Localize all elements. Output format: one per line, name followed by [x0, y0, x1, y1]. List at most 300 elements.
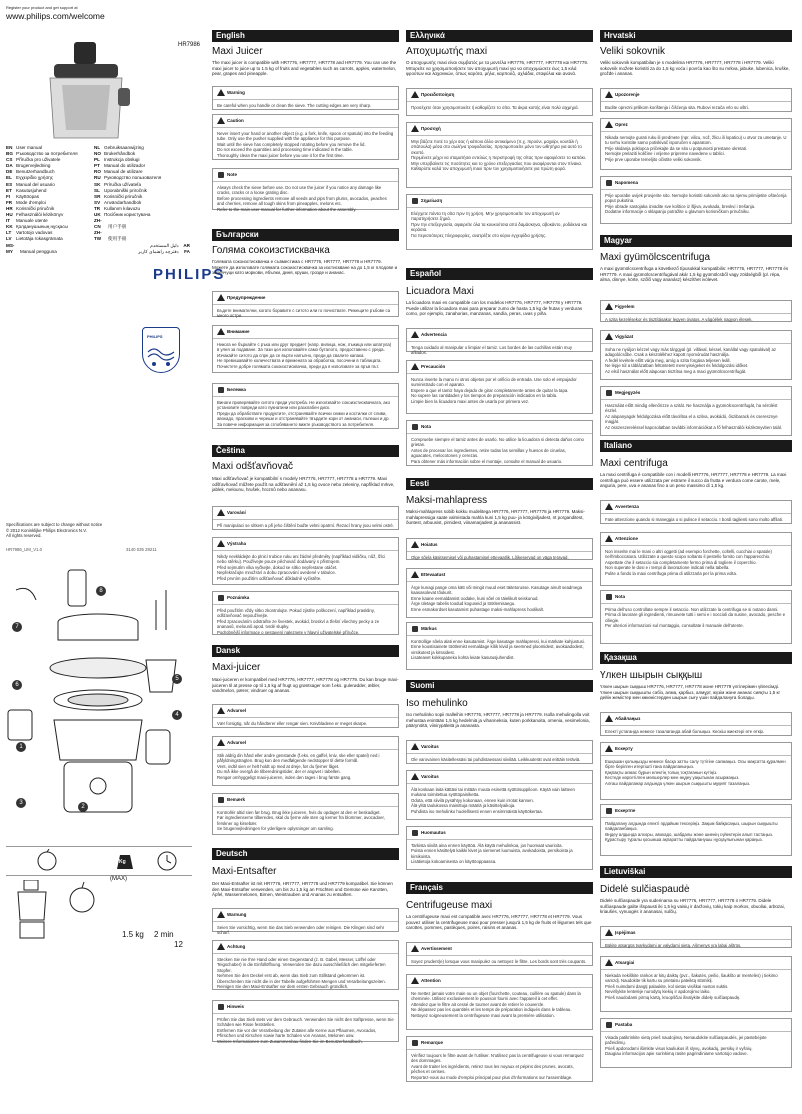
section-title: Maksi-mahlapress: [406, 495, 488, 506]
note-line: Lisätietoja kokoamisesta on käyttöoppaassa.: [411, 859, 497, 865]
note-line: Prima di lavorare gli ingredienti, rimuovete tutti i semi e i noccioli da susine, avocado, pesche e ciliegie.: [605, 612, 786, 623]
warning-icon: [411, 743, 419, 750]
note-line: Enne koostisainete töötlemist eemaldage kõik kivid ja seemned ploomidest, avokaadodest, virsikutest ja kirssidest.: [411, 644, 584, 655]
note-icon: [412, 198, 418, 204]
language-item: RO Manual de utilizare: [94, 169, 143, 175]
section-title: Maxi-juicer: [212, 662, 261, 673]
caution-icon: [411, 571, 419, 578]
note-label: Napomena: [615, 180, 639, 185]
caution-line: Prieš naudodami pirmą kartą, kruopščiai išvalykite didelę sulčiaspaudę.: [605, 994, 741, 1000]
warning-label: Įspėjimas: [615, 930, 636, 935]
note-label: Märkus: [421, 626, 437, 631]
caution-line: Кестеде көрсетілген мөлшерлер мен өңдеу уақытынан асырмаңыз.: [605, 775, 740, 781]
caution-box: [212, 940, 399, 990]
language-item: DE Benutzerhandbuch: [6, 169, 55, 175]
note-box: [212, 168, 399, 210]
quantity-table-header: [6, 846, 192, 876]
language-item: دفترچه راهنمای کاربر FA: [138, 248, 190, 254]
note-line: Per ulteriori informazioni sul montaggio, consultate il manuale dell'utente.: [605, 623, 744, 629]
warning-icon: [605, 91, 613, 98]
note-label: Remarque: [421, 1040, 444, 1045]
language-item: SV Användarhandbok: [94, 199, 142, 205]
note-label: Poznámka: [227, 595, 250, 600]
warning-box: [406, 88, 593, 116]
note-line: Prüfen Sie das Sieb stets vor dem Gebrauch. Verwenden Sie nicht den Saftpresse, wenn Sie Schäden wie Risse feststellen.: [217, 1017, 394, 1028]
quantity-count: 12: [174, 940, 183, 949]
caution-box: [600, 532, 792, 586]
note-icon: [218, 172, 224, 178]
languages-list-left: [6, 145, 96, 255]
note-line: Před použitím vždy sítko zkontrolujte. Pokud zjistíte poškození, například praskliny, odšťavňovač nepoužívejte.: [217, 608, 375, 619]
caution-label: Varoitus: [421, 774, 439, 779]
warning-box: [406, 538, 593, 560]
section-title: Үлкен шырын сыққыш: [600, 670, 703, 681]
section-intro: A maxi gyümölcscentrifuga a következő típusokkal kompatibilis: HR7776, HR7777, HR7778 és HR7779. A maxi gyümölcscentrifugával akár 1,5 kg gyümölcsből vagy zöldségből (pl. répa, alma, dinnye, körte, szőlő vagy ananász) készíthet ivólevet.: [600, 266, 789, 283]
caution-line: Καθαρίστε καλά τον αποχυμωτή maxi πριν τον χρησιμοποιήσετε για πρώτη φορά.: [411, 166, 566, 172]
note-line: Преди да обработвате продуктите, отстранявайте всички семки и костилки от сливи, авокадо, праскови и череши и отстранявайте твърдите кори от ананаси, пъпеши и др.: [217, 410, 390, 422]
language-item: IT Manuale utente: [6, 218, 48, 224]
juicer-product-image: [34, 40, 144, 145]
caution-label: Achtung: [227, 944, 246, 949]
caution-line: Nehmen Sie den Deckel erst ab, wenn das Sieb zum Stillstand gekommen ist.: [217, 973, 366, 979]
note-label: Note: [227, 172, 237, 177]
caution-line: Почистете добре голямата сокоизстисквачка, преди да я използвате за пръв път.: [217, 363, 380, 369]
caution-line: Изчакайте ситото да спре да се върти напълно, преди да свалите капака.: [217, 352, 365, 358]
warning-line: Електі ұстағанда немесе тазалағанда абай болыңыз. Кескіш жиектері өте өткір.: [605, 729, 765, 734]
note-icon: [412, 626, 418, 632]
caution-icon: [411, 977, 419, 984]
caution-line: Περιμένετε μέχρι να σταματήσει εντελώς η περιστροφή της σίτας πριν αφαιρέσετε το καπάκι.: [411, 155, 587, 161]
doc-number: 3140 035 29211: [126, 547, 157, 552]
warning-box: [600, 500, 792, 524]
legal-block: [6, 522, 102, 539]
section-bar-danish: Dansk: [212, 645, 399, 657]
warning-icon: [605, 929, 613, 936]
caution-box: [600, 118, 792, 170]
note-label: Bemærk: [227, 797, 246, 802]
section-title: Veliki sokovnik: [600, 46, 666, 57]
caution-line: Қақпақты алмас бұрын електің толық тоқтағанын күтіңіз.: [605, 769, 718, 775]
language-item: ES Manual del usuario: [6, 181, 55, 187]
caution-line: Enne kaane eemaldamist oodake, kuni sõel on täielikult seiskunud.: [411, 595, 539, 601]
warning-icon: [217, 89, 225, 96]
caution-line: Ärge ületage tabelis toodud koguseid ja töötlemisaegu.: [411, 601, 516, 607]
language-item: SK Príručka užívateľa: [94, 181, 142, 187]
section-title: Maxi Juicer: [212, 46, 263, 57]
section-intro: Der Maxi-Entsafter ist mit HR7776, HR7777, HR7778 und HR7779 kompatibel. Sie können den Maxi-Entsafter verwenden, um bis zu 1,5 kg an Früchten und Gemüse wie Karotten, Äpfel, Wassermelonen, Birnen, Weintrauben und Ananas zu entsaften.: [212, 881, 393, 898]
caution-icon: [411, 773, 419, 780]
section-title: Iso mehulinko: [406, 698, 468, 709]
caution-box: [212, 325, 399, 373]
warning-icon: [217, 707, 225, 714]
section-bar-estonian: Eesti: [406, 478, 593, 490]
section-title: Didelė sulčiaspaudė: [600, 884, 690, 895]
caution-line: No supere las cantidades y los tiempos de preparación indicados en la tabla.: [411, 393, 558, 399]
note-icon: [606, 1022, 612, 1028]
note-label: Ескертпе: [615, 808, 636, 813]
language-item: ZH-CN 用户手册: [94, 218, 127, 230]
caution-line: Pulite a fondo la maxi centrifuga prima di utilizzarla per la prima volta.: [605, 570, 738, 576]
note-line: Før ingredienserne tilberedes, skal du fjerne alle sten og kerner fra blommer, avocadoer, ferskner og kirsebær.: [217, 815, 385, 826]
note-line: Podrobnější informace o sestavení naleznete v hlavní uživatelské příručce.: [217, 629, 360, 635]
note-box: [600, 590, 792, 644]
note-line: За повече информация за сглобяването вижте ръководството за потребителя.: [217, 421, 375, 427]
warning-label: Абайлаңыз: [615, 716, 641, 721]
caution-line: Před sejmutím víka vyčkejte, dokud se sítko nepřestane otáčet.: [217, 564, 338, 570]
caution-line: Μην υπερβαίνετε τις ποσότητες και το χρόνο επεξεργασίας που αναφέρονται στον πίνακα.: [411, 160, 583, 166]
warning-line: A szita kezelésekor és tisztításakor legyen óvatos. A vágóélek nagyon élesek.: [605, 317, 753, 322]
note-box: [406, 194, 593, 250]
warning-line: Προσέχετε όταν χρησιμοποιείτε ή καθαρίζετε το σίτα. Τα άκρα κοπής είναι πολύ αιχμηρά.: [411, 105, 579, 110]
warning-box: [212, 704, 399, 728]
caution-box: [212, 537, 399, 585]
warning-icon: [411, 331, 419, 338]
philips-shield-icon: PHILIPS: [142, 327, 180, 373]
caution-line: Du må ikke overgå de tilberedningstider, der er angivet i tabellen.: [217, 769, 341, 775]
caution-line: Vent, indtil sien er helt holdt op med at dreje, før du fjerner låget.: [217, 763, 340, 769]
note-line: Az összeszereléssel kapcsolatban további információkat a fő felhasználói kézikönyvben talál.: [605, 424, 782, 430]
caution-line: Nunca inserte la mano ni otros objetos por el orificio de entrada. Use solo el empujador suministrado con el aparato.: [411, 377, 577, 388]
language-item: ZH-TW 使用手冊: [94, 230, 127, 242]
section-title: Maxi centrifuga: [600, 458, 668, 469]
note-label: Megjegyzés: [615, 390, 641, 395]
support-url[interactable]: www.philips.com/welcome: [6, 11, 105, 21]
assembly-diagram: [6, 560, 192, 830]
caution-icon: [217, 117, 225, 124]
section-intro: Iso mehulinko sopii malleihin HR7776, HR7777, HR7778 ja HR7779. Isolla mehulingolla voit mehustaa enintään 1,5 kg hedelmiä ja vihanneksia, kuten porkkanoita, omenia, vesimelonia, päärynöitä, viinirypäleitä ja ananasta.: [406, 712, 590, 729]
caution-line: Thoroughly clean the maxi juicer before you use it for the first time.: [217, 152, 344, 158]
step-badge: 5: [172, 674, 182, 684]
caution-line: Puhdista iso mehulinko huolellisesti ennen ensimmäistä käyttökertaa.: [411, 808, 543, 814]
warning-line: Při manipulaci se sítkem a při jeho čištění buďte velmi opatrní. Řezací hrany jsou velmi ostré.: [217, 523, 394, 528]
section-bar-spanish: Español: [406, 268, 593, 280]
note-line: Vérifiez toujours le filtre avant de l'utiliser. N'utilisez pas la centrifugeuse si vous remarquez des dommages.: [411, 1053, 584, 1064]
note-icon: [412, 1040, 418, 1046]
language-item: TR Kullanım kılavuzu: [94, 205, 141, 211]
caution-line: Ne lépje túl a táblázatban feltüntetett mennyiségeket és feldolgozási időket.: [605, 363, 749, 369]
warning-label: Предупреждение: [227, 295, 266, 300]
section-title: Maxi-Entsafter: [212, 866, 277, 877]
language-item: EN User manual: [6, 145, 43, 150]
note-line: Az alapanyagok feldolgozása előtt távolítsa el a szilva, avokádó, őszibarack és cseresznye magját.: [605, 413, 778, 425]
section-intro: La licuadora maxi es compatible con los modelos HR7776, HR7777, HR7778 y HR7779. Puede utilizar la licuadora maxi para preparar zumo de hasta 1,5 kg de frutas y verduras como, por ejemplo, zanahorias, manzanas, sandía, peras, uvas y piña.: [406, 300, 583, 317]
section-intro: La maxi centrifuga è compatibile con i modelli HR7776, HR7777, HR7778 e HR7779. La maxi centrifuga può essere utilizzata per estrarre il succo da frutta e verdura come carote, mele, anguria, pere, uva e ananas fino a un peso massimo di 1,5 kg.: [600, 472, 787, 489]
time-value: 2 min: [154, 930, 174, 939]
note-line: Prima dell'uso controllate sempre il setaccio. Non utilizzate la centrifuga se si notano danni.: [605, 607, 779, 612]
caution-line: Espere a que el tamiz haya dejado de girar completamente antes de quitar la tapa.: [411, 387, 569, 393]
note-line: Refer to the main user manual for further information about the assembly.: [217, 206, 357, 212]
note-line: Kontrollige sõela alati enne kasutamist. Ärge kasutage mahlapressi, kui märkate kahjustusi.: [411, 639, 585, 644]
max-label: (MAX): [110, 876, 127, 882]
note-line: Винаги проверявайте ситото преди употреба. Не използвайте сокоизстисквачката, ако установите повреди като пукнатини или разхлабен диск.: [217, 400, 391, 411]
section-intro: Maxi odšťavňovač je kompatibilní s modely HR7776, HR7777, HR7778 a HR7779. Maxi odšťavňovač můžete použít na odšťavnění až 1,5 kg ovoce nebo zeleniny, například mrkve, jablek, melounu, hrušek, hroznů nebo ananasu.: [212, 476, 395, 493]
warning-label: Προειδοποίηση: [421, 92, 455, 97]
warning-box: [600, 300, 792, 322]
warning-box: [600, 88, 792, 112]
warning-box: [212, 291, 399, 317]
step-badge: 2: [78, 802, 88, 812]
warning-label: Hoiatus: [421, 542, 438, 547]
note-label: Pastaba: [615, 1022, 633, 1027]
caution-line: Ne mettez jamais votre main ou un objet (fourchette, couteau, cuillère ou spatule) dans la cheminée. Utilisez exclusivement le poussoir fourni avec l'appareil à cet effet.: [411, 991, 581, 1002]
caution-label: Ettevaatust: [421, 572, 446, 577]
warning-line: Seien Sie vorsichtig, wenn Sie das Sieb verwenden oder reinigen. Die Klingen sind sehr scharf.: [217, 925, 385, 936]
section-intro: Үлкен шырын сыққыш HR7776, HR7777, HR7778 және HR7779 үлгілерімен үйлесімді. Үлкен шырын сыққышты сәбіз, алма, қарбыз, алмұрт, жүзім және ананас сияқты 1,5 кг дейін жемістер мен көкөністерден шырын сығу үшін пайдалануға болады.: [600, 684, 781, 701]
note-line: Пайдалану алдында електі әрдайым тексеріңіз. Зақым байқасаңыз, шырын сыққышты пайдаланбаңыз.: [605, 821, 778, 832]
language-item: FI Käyttöopas: [6, 193, 39, 199]
note-line: Avant de traiter les ingrédients, retirez tous les noyaux et pépins des prunes, avocats, pêches et cerises.: [411, 1063, 574, 1075]
doc-code: HR7986_UM_V1.0: [6, 547, 43, 552]
warning-box: [600, 712, 792, 736]
language-item: MS-MY Manual pengguna: [6, 242, 57, 254]
caution-line: Enne esmakordset kasutamist puhastage maksi-mahlapress hoolikalt.: [411, 606, 545, 612]
note-line: Before processing ingredients remove all seeds and pips from plums, avocados, peaches and cherries, remove all tough skins from pineapples, melons etc.: [217, 195, 387, 207]
caution-line: Nemojte prelaziti količine i vrijeme pripreme navedene u tablici.: [605, 151, 725, 157]
warning-icon: [217, 911, 225, 918]
note-line: Lisateavet kokkupaneku kohta leiate kasutusjuhendist.: [411, 655, 515, 661]
language-item: LV Lietotāja rokasgrāmata: [6, 236, 63, 242]
all-rights: All rights reserved.: [6, 533, 42, 538]
warning-label: Varování: [227, 510, 246, 515]
note-icon: [606, 594, 612, 600]
specs-notice: Specifications are subject to change without notice: [6, 522, 103, 527]
caution-label: Προσοχή: [421, 126, 441, 131]
section-bar-greek: Ελληνικά: [406, 30, 593, 42]
warning-icon: [605, 715, 613, 722]
caution-line: Non inserite mai le mani o altri oggetti (ad esempio forchette, coltelli, cucchiai o spatole) nell'imboccatura. Utilizzate a questo scopo soltanto il pestello fornito con l'apparecchio.: [605, 549, 772, 560]
caution-icon: [605, 535, 613, 542]
caution-label: Vigyázat: [615, 334, 634, 339]
caution-label: Внимание: [227, 329, 250, 334]
note-line: Para obtener más información sobre el montaje, consulte el manual de usuario.: [411, 458, 563, 464]
warning-box: [406, 942, 593, 966]
note-icon: [412, 424, 418, 430]
language-item: EL Εγχειρίδιο χρήσης: [6, 175, 54, 181]
caution-icon: [605, 333, 613, 340]
caution-box: [600, 742, 792, 800]
philips-logo: PHILIPS: [153, 266, 226, 283]
copyright: © 2012 Koninklijke Philips Electronics N.V.: [6, 527, 87, 533]
warning-icon: [411, 91, 419, 98]
note-label: Hinweis: [227, 1004, 245, 1009]
warning-icon: [605, 303, 613, 310]
caution-icon: [411, 363, 419, 370]
warning-line: Ole varovainen käsitellessäsi tai puhdistaessasi siivilää. Leikkuuterät ovat erittäin teräviä.: [411, 757, 581, 762]
language-item: SL Uporabniški priročnik: [94, 187, 147, 193]
section-bar-english: English: [212, 30, 399, 42]
warning-line: Fate attenzione quando si maneggia o si pulisce il setaccio. I bordi taglienti sono molto affilati.: [605, 517, 784, 522]
caution-label: Precaución: [421, 364, 446, 369]
note-icon: [606, 180, 612, 186]
note-label: Huomautus: [421, 830, 446, 835]
cover-column: [6, 0, 226, 1114]
step-badge: 7: [12, 622, 22, 632]
caution-line: Prije skidanja poklopca pričekajte da se sito u potpunosti prestane okretati.: [605, 145, 748, 151]
caution-line: Stik aldrig din hånd eller andre genstande (f.eks. en gaffel, kniv, ske eller spatel) ned i påfyldningstragten. Brug kun den medfølgende nedstopper til dette formål.: [217, 753, 380, 764]
section-title: Maxi gyümölcscentrifuga: [600, 252, 711, 263]
section-bar-hungarian: Magyar: [600, 235, 792, 247]
quantity-value: 1.5 kg: [122, 930, 144, 939]
caution-label: Advarsel: [227, 740, 247, 745]
caution-label: Výstraha: [227, 541, 247, 546]
note-line: Daugiau informacijos apie surinkimą rasite pagrindiniame vartotojo vadove.: [605, 1051, 748, 1057]
caution-line: Prieš nuimdami dangtį palaukite, kol sietas visiškai nustos suktis.: [605, 983, 729, 989]
warning-line: Tenga cuidado al manipular o limpiar el tamiz. Los bordes de las cuchillas están muy afilados.: [411, 345, 572, 356]
language-item: ET Kasutusjuhend: [6, 187, 47, 193]
section-intro: Maxi-juiceren er kompatibel med HR7776, HR7777, HR7778 og HR7779. Du kan bruge maxi-juiceren til at presse op til 1,5 kg af frugt og grøntsager som f.eks. gulerødder, æbler, vandmelon, pærer, vindruer og ananas.: [212, 677, 399, 694]
warning-label: Figyelem: [615, 304, 635, 309]
note-icon: [606, 390, 612, 396]
language-item: SR Korisnički priručnik: [94, 193, 143, 199]
note-label: Nota: [615, 594, 625, 599]
language-item: RU Руководство пользователя: [94, 175, 162, 181]
note-line: Prije uporabe uvijek provjerite sito. Nemojte koristiti sokovnik ako na njemu primijetite oštećenja poput pukotina.: [605, 193, 787, 204]
caution-line: Prije prve uporabe temeljito očistite veliki sokovnik.: [605, 156, 702, 162]
fruit-illustration: [66, 880, 98, 920]
caution-line: Älä ylitä taulukossa mainittuja määriä ja käsittelyaikoja.: [411, 803, 516, 809]
section-title: Αποχυμωτής maxi: [406, 46, 488, 57]
caution-line: Nepřekračujte množství a dobu zpracování uvedené v tabulce.: [217, 570, 336, 576]
section-intro: Голямата сокоизстисквачка е съвместима с HR7776, HR7777, HR7778 и HR7779. Можете да използвате голямата сокоизстисквачка за изстискване на до 1,5 кг плодове и зеленчуци като моркови, ябълки, диня, круши, грозде и ананас.: [212, 259, 398, 276]
caution-line: Limpie bien la licuadora maxi antes de usarla por primera vez.: [411, 398, 530, 404]
caution-label: Attention: [421, 978, 441, 983]
model-number: HR7986: [178, 42, 201, 48]
caution-label: Oprez: [615, 122, 628, 127]
warning-label: Warning: [227, 90, 245, 95]
caution-line: Reinigen Sie den Maxi-Entsafter vor dem ersten Gebrauch gründlich.: [217, 984, 349, 990]
note-label: Σημείωση: [421, 198, 443, 203]
section-bar-finnish: Suomi: [406, 680, 593, 692]
kg-label: Kg: [119, 859, 126, 865]
caution-line: Do not exceed the quantities and processing time indicated in the table.: [217, 147, 353, 153]
note-label: Бележка: [227, 387, 246, 392]
language-item: UK Посібник користувача: [94, 212, 151, 218]
warning-label: Advarsel: [227, 708, 247, 713]
note-line: Өңдеу алдында алхоры, авокадо, шабдалы және шиенің сүйектерін алып тастаңыз.: [605, 831, 774, 837]
caution-box: [406, 122, 593, 188]
warning-box: [600, 926, 792, 948]
language-item: KK Қолданушының нұсқасы: [6, 224, 68, 230]
note-line: Prieš apdorodami išimkite visus kauliukus iš slyvų, avokadų, persikų ir vyšnių.: [605, 1045, 753, 1051]
note-icon: [218, 1004, 224, 1010]
caution-label: Ескерту: [615, 746, 633, 751]
warning-icon: [217, 294, 225, 301]
note-box: [600, 386, 792, 436]
language-item: NO Brukerhåndbok: [94, 151, 136, 157]
section-intro: The maxi juicer is compatible with HR7776, HR7777, HR7778 and HR7779. You can use the maxi juicer to juice up to 1.5 kg of fruits and vegetables such as carrots, apples, watermelon, pear, grapes and pineapple.: [212, 60, 397, 77]
section-bar-bulgarian: Български: [212, 229, 399, 241]
language-item: NL Gebruiksaanwijzing: [94, 145, 144, 150]
section-bar-lithuanian: Lietuviškai: [600, 866, 792, 878]
note-line: Reportez-vous au mode d'emploi principal pour plus d'informations sur l'assemblage.: [411, 1074, 573, 1080]
caution-line: Алғаш пайдаланар алдында үлкен шырын сыққышты мұқият тазалаңыз.: [605, 780, 751, 786]
caution-line: Aspettate che il setaccio sia completamente fermo prima di togliere il coperchio.: [605, 559, 757, 565]
note-line: Kontrollér altid sien før brug. Brug ikke juiceren, hvis du opdager at den er beskadiget.: [217, 810, 381, 815]
caution-icon: [217, 943, 225, 950]
caution-label: Attenzione: [615, 536, 638, 541]
section-bar-german: Deutsch: [212, 848, 399, 860]
caution-icon: [411, 125, 419, 132]
note-box: [212, 1000, 399, 1042]
section-intro: Didelė sulčiaspaudė yra suderinama su HR7776, HR7777, HR7778 ir HR7779. Didele sulčiaspaude galite išspausti iki 1,5 kg vaisių ir daržovių, tokių kaip morkos, obuoliai, arbūzai, kriaušės, vynuogės ir ananasai, sulčių.: [600, 898, 785, 915]
caution-line: Ешқашан қолыңызды немесе басқа затты салу түтігіне салмаңыз. Осы мақсатта құралмен бірге берілген итергішті ғана пайдаланыңыз.: [605, 759, 786, 770]
warning-label: Avertissement: [421, 946, 452, 951]
note-label: Nota: [421, 424, 431, 429]
caution-box: [212, 114, 399, 160]
note-box: [406, 826, 593, 870]
caution-line: Stecken Sie nie Ihre Hand oder einen Gegenstand (z. B. Gabel, Messer, Löffel oder Teigschaber) in die Einfüllöffnung. Verwenden Sie dazu ausschließlich den mitgelieferten Stopfer.: [217, 957, 386, 973]
caution-label: Caution: [227, 118, 244, 123]
section-intro: La centrifugeuse maxi est compatible avec HR7776, HR7777, HR7778 et HR7779. Vous pouvez utiliser la centrifugeuse maxi pour presser jusqu'à 1,5 kg de fruits et légumes tels que carottes, pommes, pastèques, poires, raisins et ananas.: [406, 914, 592, 931]
note-icon: [218, 387, 224, 393]
note-line: Weitere Informationen zum Zusammenbau finden Sie im Benutzerhandbuch.: [217, 1038, 363, 1044]
language-item: PT Manual do utilizador: [94, 163, 146, 169]
caution-line: Never insert your hand or another object (e.g. a fork, knife, spoon or spatula) into the feeding tube. Only use the pusher supplied with the appliance for this purpose.: [217, 131, 394, 142]
caution-line: Odota, että siivilä pysähtyy kokonaan, ennen kuin irrotat kannen.: [411, 797, 535, 803]
column-2: [212, 0, 399, 1114]
warning-line: Budite oprezni prilikom korištenja i čišćenja sita. Rubovi rezača vrlo su oštri.: [605, 105, 750, 110]
caution-line: Не превишавайте количествата и времената за обработка, посочени в таблицата.: [217, 358, 382, 364]
note-icon: [412, 830, 418, 836]
caution-line: Soha ne nyúljon kézzel vagy más tárggyal (pl. villával, késsel, kanállal vagy spatulával) az adagolócsőbe. Csak a készülékhez kapott nyomórudat használja.: [605, 347, 777, 358]
caution-line: Wait until the sieve has completely stopped rotating before you remove the lid.: [217, 141, 366, 147]
caution-icon: [605, 745, 613, 752]
warning-box: [406, 328, 593, 356]
caution-line: Nikdy nevkládejte do plnicí trubice ruku ani žádné předměty (například vidličku, nůž, lžíci nebo stěrku). Používejte pouze pěchovač dodávaný s přístrojem.: [217, 554, 386, 565]
caution-line: Überschreiten Sie nicht die in der Tabelle aufgeführten Mengen und Verarbeitungszeiten.: [217, 978, 386, 984]
language-item: FR Mode d'emploi: [6, 199, 46, 205]
caution-line: Nikada nemojte gurati ruku ili predmete (npr. vilicu, nož, žlicu ili lopaticu) u otvor za umetanje. U tu svrhu koristite samo potiskivač isporučen s aparatom.: [605, 135, 787, 146]
note-line: Ελέγχετε πάντα τη σίτα πριν τη χρήση. Μην χρησιμοποιείτε τον αποχυμωτή αν παρατηρήσετε ζημιά.: [411, 211, 560, 222]
column-4: [600, 0, 792, 1114]
section-title: Maxi odšťavňovač: [212, 461, 294, 472]
warning-label: Avvertenza: [615, 504, 639, 509]
language-item: HU Felhasználói kézikönyv: [6, 212, 64, 218]
warning-label: Advertencia: [421, 332, 447, 337]
note-box: [212, 591, 399, 635]
caution-line: Neviršykite lentelėje nurodytų kiekių ir apdorojimo laiko.: [605, 989, 711, 995]
warning-box: [212, 86, 399, 110]
caution-line: Μην βάζετε ποτέ το χέρι σας ή κάποιο άλλο αντικείμενο (π.χ. πιρούνι, μαχαίρι, κουτάλι ή σπάτουλα) μέσα στο σωλήνα τροφοδοσίας. Χρησιμοποιείτε μόνο τον ωθητήρα για αυτό το σκοπό.: [411, 139, 582, 155]
note-line: Poista ennen käsittelyä kaikki kivet ja siemenet luumuista, avokadoista, persikoista ja kirsikoista.: [411, 848, 573, 859]
language-item: PL Instrukcja obsługi: [94, 157, 140, 163]
note-icon: [218, 797, 224, 803]
language-item: دليل المستخدم AR: [150, 242, 190, 248]
language-item: HR Korisnički priručnik: [6, 205, 55, 211]
caution-icon: [217, 540, 225, 547]
note-line: Visada patikrinkite sietą prieš naudojimą. Nenaudokite sulčiaspaudės, jei pastebėjote pažeidimų.: [605, 1035, 767, 1046]
warning-label: Upozorenje: [615, 92, 640, 97]
caution-line: Niekada nekiškite rankos ar kitų daiktų (pvz., šakutės, peilio, šaukšto ar mentelės) į tiekimo vamzdį. Naudokite tik kartu su prietaisu pateiktą stūmiklį.: [605, 973, 778, 984]
note-box: [406, 420, 593, 466]
caution-icon: [217, 328, 225, 335]
section-intro: Maksi-mahlapress sobib kokku mudelitega HR7776, HR7777, HR7778 ja HR7779. Maksi-mahlapressiga saate valmistada mahla kuni 1,5 kg puu- ja köögiviljadest, nt porganditest, õuntest, arbuusist, pirnidest, viinamarjadest ja ananassist.: [406, 509, 585, 526]
section-bar-french: Français: [406, 882, 593, 894]
caution-box: [406, 974, 593, 1030]
warning-label: Varoitus: [421, 744, 439, 749]
caution-icon: [605, 959, 613, 966]
warning-line: Soyez prudent(e) lorsque vous manipulez ou nettoyez le filtre. Les bords sont très coupants.: [411, 959, 587, 964]
section-bar-italian: Italiano: [600, 440, 792, 452]
juicer-small-icon: [14, 880, 50, 940]
warning-box: [212, 506, 399, 530]
caution-line: Nettoyez soigneusement la centrifugeuse maxi avant la première utilisation.: [411, 1012, 555, 1018]
warning-line: Būkite atsargūs tvarkydami ar valydami sietą. Ašmenys yra labai aštrūs.: [605, 943, 742, 948]
caution-line: Ne dépassez pas les quantités et les temps de préparation indiqués dans le tableau.: [411, 1007, 572, 1013]
note-line: Antes de procesar los ingredientes, retire todas las semillas y huesos de ciruelas, aguacates, melocotones y cerezas.: [411, 447, 567, 459]
note-line: Για περισσότερες πληροφορίες, ανατρέξτε στο κύριο εγχειρίδιο χρήσης.: [411, 232, 547, 238]
note-box: [600, 804, 792, 856]
